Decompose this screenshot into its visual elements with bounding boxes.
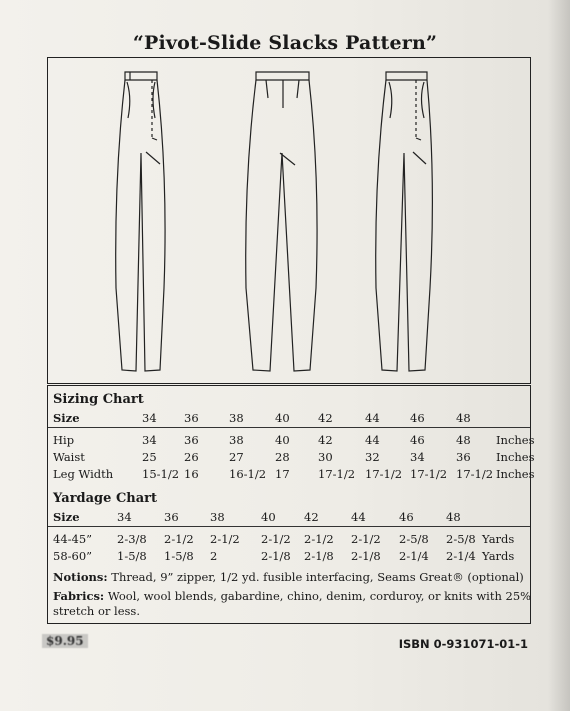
sizing_chart-size-header: 38	[229, 411, 244, 425]
yardage_chart-cell: 2-1/2	[351, 532, 381, 546]
slacks-sketches	[48, 58, 530, 383]
yardage_chart-cell: 2-1/2	[261, 532, 291, 546]
yardage_chart-cell: 2-1/8	[304, 549, 334, 563]
yardage_chart-cell: 2	[210, 549, 218, 563]
sizing_chart-cell: 17-1/2	[456, 467, 494, 481]
sizing_chart-row-label: Leg Width	[53, 467, 114, 481]
fabrics-line	[53, 589, 531, 603]
sizing_chart-cell: 28	[275, 450, 290, 464]
yardage-size-label: Size	[53, 510, 80, 524]
yardage_chart-cell: 2-5/8	[399, 532, 429, 546]
yardage_chart-size-header: 36	[164, 510, 179, 524]
yardage_chart-size-header: 48	[446, 510, 461, 524]
yardage-divider	[48, 526, 530, 527]
sizing_chart-size-header: 40	[275, 411, 290, 425]
isbn-number: ISBN 0-931071-01-1	[398, 637, 528, 651]
page-title: “Pivot-Slide Slacks Pattern”	[132, 32, 438, 54]
sizing_chart-cell: 32	[365, 450, 380, 464]
sizing_chart-row-label: Waist	[53, 450, 85, 464]
slacks-back-view	[246, 72, 317, 371]
sizing_chart-row-label: Hip	[53, 433, 75, 447]
sizing_chart-size-header: 46	[410, 411, 425, 425]
sizing_chart-cell: 34	[410, 450, 425, 464]
sizing_chart-cell: 26	[184, 450, 199, 464]
sizing_chart-cell: 27	[229, 450, 244, 464]
sizing_chart-cell: 46	[410, 433, 425, 447]
sizing_chart-size-header: 36	[184, 411, 199, 425]
sizing_chart-cell: 16-1/2	[229, 467, 267, 481]
price-label: $9.95	[42, 634, 88, 648]
slacks-illustration-panel	[47, 57, 531, 384]
sizing-yardage-charts	[47, 385, 535, 624]
sizing_chart-cell: 42	[318, 433, 333, 447]
yardage_chart-cell: 2-1/2	[210, 532, 240, 546]
yardage_chart-size-header: 34	[117, 510, 132, 524]
sizing-chart-heading: Sizing Chart	[53, 392, 144, 407]
sizing_chart-size-header: 48	[456, 411, 471, 425]
yardage_chart-size-header: 46	[399, 510, 414, 524]
yardage_chart-cell: 1-5/8	[117, 549, 147, 563]
sizing_chart-cell: 17-1/2	[318, 467, 356, 481]
sizing_chart-size-header: 42	[318, 411, 333, 425]
notions-line	[53, 570, 524, 584]
yardage_chart-unit: Yards	[482, 532, 515, 546]
yardage_chart-cell: 2-1/4	[446, 549, 476, 563]
yardage_chart-size-header: 44	[351, 510, 366, 524]
sizing_chart-cell: 40	[275, 433, 290, 447]
sizing_chart-cell: 15-1/2	[142, 467, 180, 481]
yardage_chart-cell: 2-1/8	[261, 549, 291, 563]
sizing_chart-cell: 48	[456, 433, 471, 447]
sizing_chart-cell: 36	[456, 450, 471, 464]
fabrics-text-1: Wool, wool blends, gabardine, chino, denim, corduroy, or knits with 25%	[104, 589, 532, 603]
notions-text: Thread, 9” zipper, 1/2 yd. fusible interfacing, Seams Great® (optional)	[107, 570, 524, 584]
sizing_chart-cell: 30	[318, 450, 333, 464]
yardage_chart-cell: 2-1/2	[304, 532, 334, 546]
yardage_chart-row-label: 44-45”	[53, 532, 93, 546]
slacks-side-view	[376, 72, 433, 371]
sizing_chart-cell: 36	[184, 433, 199, 447]
yardage-chart-heading: Yardage Chart	[53, 491, 158, 506]
sizing_chart-size-header: 34	[142, 411, 157, 425]
yardage_chart-cell: 2-3/8	[117, 532, 147, 546]
fabrics-label: Fabrics:	[53, 589, 105, 603]
slacks-front-view	[116, 72, 165, 371]
yardage_chart-size-header: 40	[261, 510, 276, 524]
sizing_chart-cell: 17-1/2	[365, 467, 403, 481]
sizing_chart-cell: 34	[142, 433, 157, 447]
yardage_chart-size-header: 42	[304, 510, 319, 524]
sizing_chart-cell: 17-1/2	[410, 467, 448, 481]
fabrics-line-2: stretch or less.	[53, 604, 140, 618]
notions-label: Notions:	[53, 570, 108, 584]
sizing_chart-unit: Inches	[496, 467, 535, 481]
yardage_chart-cell: 2-5/8	[446, 532, 476, 546]
sizing_chart-unit: Inches	[496, 450, 535, 464]
yardage_chart-cell: 2-1/2	[164, 532, 194, 546]
sizing_chart-size-header: 44	[365, 411, 380, 425]
yardage_chart-cell: 2-1/4	[399, 549, 429, 563]
sizing_chart-cell: 44	[365, 433, 380, 447]
yardage_chart-row-label: 58-60”	[53, 549, 93, 563]
sizing-size-label: Size	[53, 411, 80, 425]
sizing_chart-cell: 17	[275, 467, 290, 481]
sizing_chart-cell: 16	[184, 467, 199, 481]
yardage_chart-cell: 1-5/8	[164, 549, 194, 563]
page-edge-shadow	[548, 0, 570, 711]
sizing_chart-unit: Inches	[496, 433, 535, 447]
yardage_chart-unit: Yards	[482, 549, 515, 563]
yardage_chart-size-header: 38	[210, 510, 225, 524]
sizing_chart-cell: 25	[142, 450, 157, 464]
sizing-divider	[48, 427, 530, 428]
sizing_chart-cell: 38	[229, 433, 244, 447]
yardage_chart-cell: 2-1/8	[351, 549, 381, 563]
